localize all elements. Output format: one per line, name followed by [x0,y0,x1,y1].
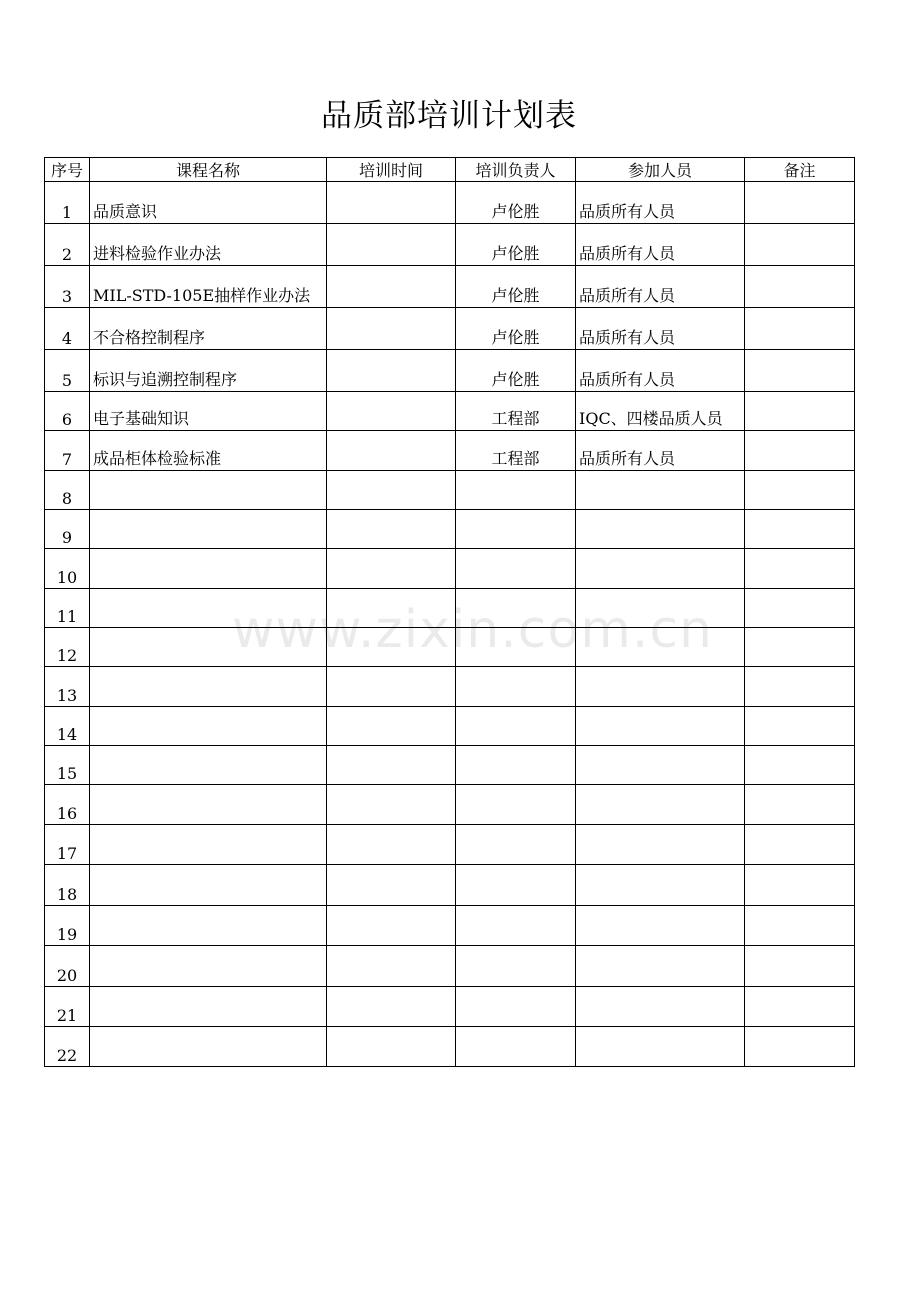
table-row [45,785,855,825]
table-row [45,906,855,946]
table-row [45,865,855,906]
cell-time [327,785,456,825]
cell-remarks [745,350,855,392]
table-row [45,946,855,987]
cell-attendees [576,667,745,707]
table-row [45,825,855,865]
cell-seq: 1 [45,182,90,224]
cell-remarks [745,549,855,589]
cell-remarks [745,182,855,224]
cell-seq: 16 [45,785,90,825]
cell-seq: 12 [45,628,90,667]
cell-course: 标识与追溯控制程序 [90,350,327,392]
header-attendees: 参加人员 [576,158,745,182]
cell-course: 不合格控制程序 [90,308,327,350]
cell-attendees [576,906,745,946]
header-owner: 培训负责人 [456,158,576,182]
cell-course [90,628,327,667]
cell-remarks [745,628,855,667]
cell-time [327,266,456,308]
table-row [45,987,855,1027]
table-body [45,182,855,1067]
cell-course [90,746,327,785]
cell-time [327,987,456,1027]
cell-attendees: 品质所有人员 [576,182,745,224]
cell-time [327,628,456,667]
cell-seq: 11 [45,589,90,628]
cell-course [90,865,327,906]
cell-attendees: 品质所有人员 [576,431,745,471]
cell-remarks [745,431,855,471]
table-row [45,510,855,549]
header-row [45,158,855,182]
cell-time [327,308,456,350]
cell-owner [456,1027,576,1067]
cell-remarks [745,667,855,707]
header-remarks: 备注 [745,158,855,182]
cell-course: 成品柜体检验标准 [90,431,327,471]
cell-attendees: 品质所有人员 [576,308,745,350]
table-row [45,1027,855,1067]
cell-owner [456,707,576,746]
cell-seq: 13 [45,667,90,707]
cell-remarks [745,987,855,1027]
table-row [45,667,855,707]
cell-owner [456,946,576,987]
cell-attendees [576,825,745,865]
cell-owner [456,628,576,667]
cell-owner: 卢伦胜 [456,266,576,308]
cell-attendees [576,549,745,589]
table-row [45,746,855,785]
cell-owner [456,471,576,510]
cell-course: 电子基础知识 [90,392,327,431]
cell-remarks [745,392,855,431]
table-row [45,431,855,471]
cell-attendees [576,589,745,628]
cell-remarks [745,825,855,865]
cell-time [327,825,456,865]
table-row [45,182,855,224]
cell-course [90,667,327,707]
header-course: 课程名称 [90,158,327,182]
cell-owner [456,589,576,628]
cell-attendees: 品质所有人员 [576,224,745,266]
cell-seq: 15 [45,746,90,785]
cell-seq: 2 [45,224,90,266]
cell-seq: 4 [45,308,90,350]
cell-attendees [576,987,745,1027]
cell-seq: 6 [45,392,90,431]
watermark: www.zixin.com.cn [232,600,713,660]
cell-seq: 18 [45,865,90,906]
cell-owner [456,667,576,707]
cell-seq: 8 [45,471,90,510]
cell-owner: 工程部 [456,431,576,471]
cell-attendees [576,471,745,510]
cell-course [90,510,327,549]
cell-time [327,224,456,266]
cell-time [327,746,456,785]
table-row [45,707,855,746]
cell-remarks [745,510,855,549]
table-row [45,392,855,431]
cell-owner [456,987,576,1027]
cell-time [327,865,456,906]
cell-owner [456,510,576,549]
cell-remarks [745,224,855,266]
cell-remarks [745,471,855,510]
cell-time [327,182,456,224]
cell-attendees [576,707,745,746]
cell-remarks [745,707,855,746]
cell-seq: 3 [45,266,90,308]
cell-course [90,1027,327,1067]
header-time: 培训时间 [327,158,456,182]
cell-attendees [576,1027,745,1067]
cell-owner [456,825,576,865]
cell-remarks [745,266,855,308]
cell-course [90,987,327,1027]
cell-seq: 7 [45,431,90,471]
cell-seq: 10 [45,549,90,589]
cell-owner: 工程部 [456,392,576,431]
cell-owner: 卢伦胜 [456,350,576,392]
cell-time [327,350,456,392]
cell-attendees: 品质所有人员 [576,266,745,308]
cell-time [327,392,456,431]
cell-time [327,431,456,471]
cell-owner [456,906,576,946]
training-plan-table [44,157,855,1067]
cell-time [327,946,456,987]
cell-owner [456,865,576,906]
table-row [45,350,855,392]
cell-attendees [576,746,745,785]
table-row [45,308,855,350]
cell-seq: 22 [45,1027,90,1067]
cell-seq: 21 [45,987,90,1027]
cell-seq: 20 [45,946,90,987]
cell-owner [456,746,576,785]
cell-course: 品质意识 [90,182,327,224]
cell-time [327,906,456,946]
cell-time [327,667,456,707]
cell-remarks [745,865,855,906]
cell-attendees [576,785,745,825]
cell-seq: 5 [45,350,90,392]
cell-seq: 17 [45,825,90,865]
cell-time [327,510,456,549]
cell-remarks [745,589,855,628]
cell-attendees: IQC、四楼品质人员 [576,392,745,431]
cell-owner: 卢伦胜 [456,224,576,266]
cell-time [327,1027,456,1067]
cell-remarks [745,906,855,946]
cell-seq: 9 [45,510,90,549]
cell-time [327,589,456,628]
cell-attendees [576,946,745,987]
cell-time [327,549,456,589]
page-title: 品质部培训计划表 [321,98,577,134]
cell-attendees [576,510,745,549]
cell-owner [456,785,576,825]
cell-remarks [745,746,855,785]
cell-owner: 卢伦胜 [456,182,576,224]
table-row [45,589,855,628]
cell-course [90,707,327,746]
cell-course: MIL-STD-105E抽样作业办法 [90,266,327,308]
cell-attendees [576,865,745,906]
cell-time [327,471,456,510]
cell-course [90,471,327,510]
cell-remarks [745,785,855,825]
cell-seq: 14 [45,707,90,746]
cell-course [90,906,327,946]
cell-course: 进料检验作业办法 [90,224,327,266]
cell-course [90,589,327,628]
header-seq: 序号 [45,158,90,182]
table-row [45,628,855,667]
table-row [45,266,855,308]
table-row [45,549,855,589]
cell-owner [456,549,576,589]
cell-course [90,549,327,589]
cell-owner: 卢伦胜 [456,308,576,350]
cell-attendees: 品质所有人员 [576,350,745,392]
table-row [45,471,855,510]
cell-time [327,707,456,746]
cell-course [90,946,327,987]
cell-remarks [745,308,855,350]
cell-seq: 19 [45,906,90,946]
cell-remarks [745,1027,855,1067]
cell-remarks [745,946,855,987]
cell-course [90,825,327,865]
cell-course [90,785,327,825]
table-row [45,224,855,266]
cell-attendees [576,628,745,667]
